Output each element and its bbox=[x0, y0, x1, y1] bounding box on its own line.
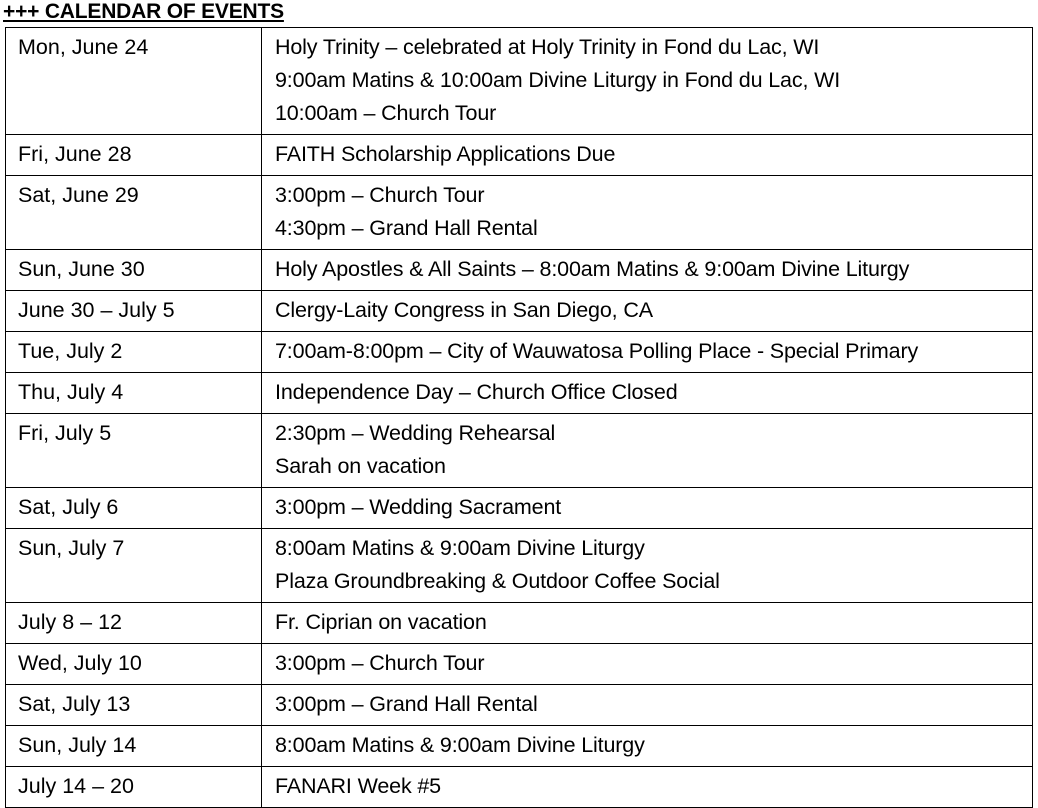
event-date: Tue, July 2 bbox=[6, 332, 262, 373]
event-description bbox=[262, 767, 1033, 808]
event-line: 3:00pm – Wedding Sacrament bbox=[275, 495, 562, 519]
event-row bbox=[6, 373, 1033, 414]
event-line: 7:00am-8:00pm – City of Wauwatosa Polling Place - Special Primary bbox=[275, 339, 919, 363]
event-line: Holy Apostles & All Saints – 8:00am Matins & 9:00am Divine Liturgy bbox=[275, 257, 910, 281]
event-row bbox=[6, 332, 1033, 373]
event-row bbox=[6, 644, 1033, 685]
event-row bbox=[6, 488, 1033, 529]
event-date: Sat, June 29 bbox=[6, 176, 262, 250]
event-row bbox=[6, 603, 1033, 644]
events-table bbox=[5, 27, 1033, 808]
event-date: Sat, July 6 bbox=[6, 488, 262, 529]
event-line: FANARI Week #5 bbox=[275, 774, 441, 798]
event-row bbox=[6, 726, 1033, 767]
event-date: Sun, June 30 bbox=[6, 250, 262, 291]
event-line: Plaza Groundbreaking & Outdoor Coffee Social bbox=[275, 569, 720, 593]
event-description bbox=[262, 488, 1033, 529]
event-description bbox=[262, 603, 1033, 644]
calendar-heading: +++ CALENDAR OF EVENTS bbox=[3, 0, 284, 23]
event-description bbox=[262, 332, 1033, 373]
event-line: 8:00am Matins & 9:00am Divine Liturgy bbox=[275, 536, 645, 560]
event-row bbox=[6, 135, 1033, 176]
event-line: 10:00am – Church Tour bbox=[275, 101, 497, 125]
event-description bbox=[262, 176, 1033, 250]
event-row bbox=[6, 28, 1033, 135]
event-row bbox=[6, 685, 1033, 726]
event-line: 8:00am Matins & 9:00am Divine Liturgy bbox=[275, 733, 645, 757]
event-date: Thu, July 4 bbox=[6, 373, 262, 414]
event-line: Clergy-Laity Congress in San Diego, CA bbox=[275, 298, 653, 322]
event-date: Fri, June 28 bbox=[6, 135, 262, 176]
event-row bbox=[6, 767, 1033, 808]
event-description bbox=[262, 291, 1033, 332]
event-description bbox=[262, 414, 1033, 488]
event-row bbox=[6, 529, 1033, 603]
event-date: July 14 – 20 bbox=[6, 767, 262, 808]
event-description bbox=[262, 28, 1033, 135]
event-description bbox=[262, 644, 1033, 685]
event-line: FAITH Scholarship Applications Due bbox=[275, 142, 616, 166]
event-date: June 30 – July 5 bbox=[6, 291, 262, 332]
event-description bbox=[262, 250, 1033, 291]
event-line: 3:00pm – Grand Hall Rental bbox=[275, 692, 538, 716]
event-line: Independence Day – Church Office Closed bbox=[275, 380, 678, 404]
event-date: July 8 – 12 bbox=[6, 603, 262, 644]
event-line: 4:30pm – Grand Hall Rental bbox=[275, 216, 538, 240]
event-date: Sun, July 14 bbox=[6, 726, 262, 767]
event-date: Fri, July 5 bbox=[6, 414, 262, 488]
event-description bbox=[262, 685, 1033, 726]
event-line: Fr. Ciprian on vacation bbox=[275, 610, 487, 634]
event-date: Mon, June 24 bbox=[6, 28, 262, 135]
event-date: Sun, July 7 bbox=[6, 529, 262, 603]
event-line: Sarah on vacation bbox=[275, 454, 446, 478]
event-description bbox=[262, 529, 1033, 603]
event-description bbox=[262, 135, 1033, 176]
event-line: Holy Trinity – celebrated at Holy Trinity in Fond du Lac, WI bbox=[275, 35, 820, 59]
event-row bbox=[6, 414, 1033, 488]
event-row bbox=[6, 176, 1033, 250]
event-description bbox=[262, 373, 1033, 414]
event-description bbox=[262, 726, 1033, 767]
event-row bbox=[6, 250, 1033, 291]
event-line: 3:00pm – Church Tour bbox=[275, 183, 485, 207]
event-date: Sat, July 13 bbox=[6, 685, 262, 726]
event-line: 2:30pm – Wedding Rehearsal bbox=[275, 421, 556, 445]
event-line: 9:00am Matins & 10:00am Divine Liturgy in Fond du Lac, WI bbox=[275, 68, 841, 92]
event-date: Wed, July 10 bbox=[6, 644, 262, 685]
event-line: 3:00pm – Church Tour bbox=[275, 651, 485, 675]
event-row bbox=[6, 291, 1033, 332]
